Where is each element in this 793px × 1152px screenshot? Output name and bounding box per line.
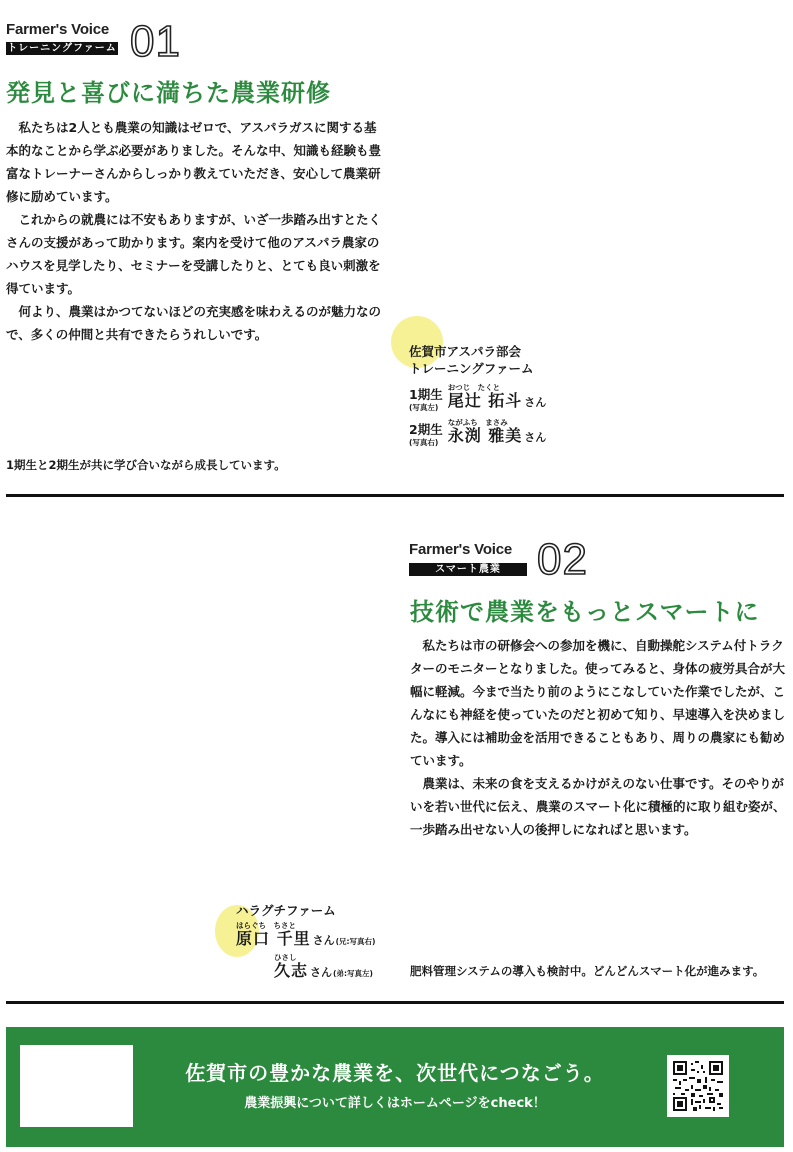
section-divider xyxy=(6,1001,784,1004)
voice1-farm-info xyxy=(409,343,546,446)
member-honorific: さん xyxy=(524,396,547,409)
member-honorific: さん xyxy=(312,934,335,947)
voice2-photo-caption: 肥料管理システムの導入も検討中。どんどんスマート化が進みます。 xyxy=(410,964,765,978)
voice2-label: Farmer's Voice xyxy=(409,541,513,558)
voice2-paragraph: 私たちは市の研修会への参加を機に、自動操舵システム付トラクターのモニターとなりました。使ってみると、身体の疲労具合が大幅に軽減。今まで当たり前のようにこなしていた作業でしたが、こんなにも神経を使っていたのだと初めて知り、早速導入を決めました。導入には補助金を活用できることもあり、周りの農家にも勧めています。 xyxy=(410,638,786,768)
member-photo-note: (兄:写真右) xyxy=(335,937,376,946)
voice1-member xyxy=(409,383,546,411)
voice1-member xyxy=(409,418,546,446)
voice1-farm-name: 佐賀市アスパラ部会 xyxy=(409,344,522,359)
member-name-ruby: ひさし xyxy=(274,953,297,962)
voice2-member xyxy=(274,953,375,982)
member-name-ruby: おつじ たくと xyxy=(447,383,501,392)
voice2-member xyxy=(236,921,375,950)
footer-title: 佐賀市の豊かな農業を、次世代につなごう。 xyxy=(185,1061,605,1085)
qr-code-icon[interactable] xyxy=(667,1055,729,1117)
member-photo-note: (弟:写真左) xyxy=(333,969,373,978)
voice1-body xyxy=(6,116,384,346)
member-name-ruby: はらぐち ちさと xyxy=(236,921,296,930)
voice1-paragraph: 何より、農業はかつてないほどの充実感を味わえるのが魅力なので、多くの仲間と共有できたらうれしいです。 xyxy=(6,304,382,342)
section-divider xyxy=(6,494,784,497)
voice1-photo-caption: 1期生と2期生が共に学び合いながら成長しています。 xyxy=(6,458,286,472)
member-name: 永渕 雅美 xyxy=(447,426,523,445)
voice2-tag: スマート農業 xyxy=(409,563,527,576)
voice1-number: 01 xyxy=(130,17,181,66)
voice1-farm-subname: トレーニングファーム xyxy=(409,361,534,376)
member-photo-note: (写真左) xyxy=(409,402,439,412)
member-name: 尾辻 拓斗 xyxy=(447,391,523,410)
voice2-farm-name: ハラグチファーム xyxy=(236,903,336,918)
footer-subtitle[interactable]: 農業振興について詳しくはホームページをcheck！ xyxy=(244,1096,546,1111)
member-photo-note: (写真右) xyxy=(409,437,439,447)
member-generation: 2期生 xyxy=(409,422,443,437)
member-honorific: さん xyxy=(310,966,333,979)
voice2-farm-info xyxy=(236,902,375,982)
voice2-number: 02 xyxy=(537,535,588,584)
logo-placeholder xyxy=(20,1045,133,1127)
member-honorific: さん xyxy=(524,431,547,444)
voice1-label: Farmer's Voice xyxy=(6,21,110,38)
voice1-headline: 発見と喜びに満ちた農業研修 xyxy=(6,79,331,107)
member-name: 久志 xyxy=(274,961,309,980)
member-name: 原口 千里 xyxy=(236,929,311,948)
member-name-ruby: ながふち まさみ xyxy=(447,418,508,427)
voice1-paragraph: 私たちは2人とも農業の知識はゼロで、アスパラガスに関する基本的なことから学ぶ必要がありました。そんな中、知識も経験も豊富なトレーナーさんからしっかり教えていただき、安心して農業研修に励めています。 xyxy=(6,120,382,204)
voice2-paragraph: 農業は、未来の食を支えるかけがえのない仕事です。そのやりがいを若い世代に伝え、農業のスマート化に積極的に取り組む姿が、一歩踏み出せない人の後押しになればと思います。 xyxy=(410,776,786,837)
voice2-body xyxy=(410,634,786,841)
member-generation: 1期生 xyxy=(409,387,443,402)
voice1-tag: トレーニングファーム xyxy=(7,43,117,54)
voice1-paragraph: これからの就農には不安もありますが、いざ一歩踏み出すとたくさんの支援があって助かります。案内を受けて他のアスパラ農家のハウスを見学したり、セミナーを受講したりと、とても良い刺激を得ています。 xyxy=(6,212,382,296)
voice2-headline: 技術で農業をもっとスマートに xyxy=(410,598,760,626)
qr-code-graphic xyxy=(673,1061,723,1111)
